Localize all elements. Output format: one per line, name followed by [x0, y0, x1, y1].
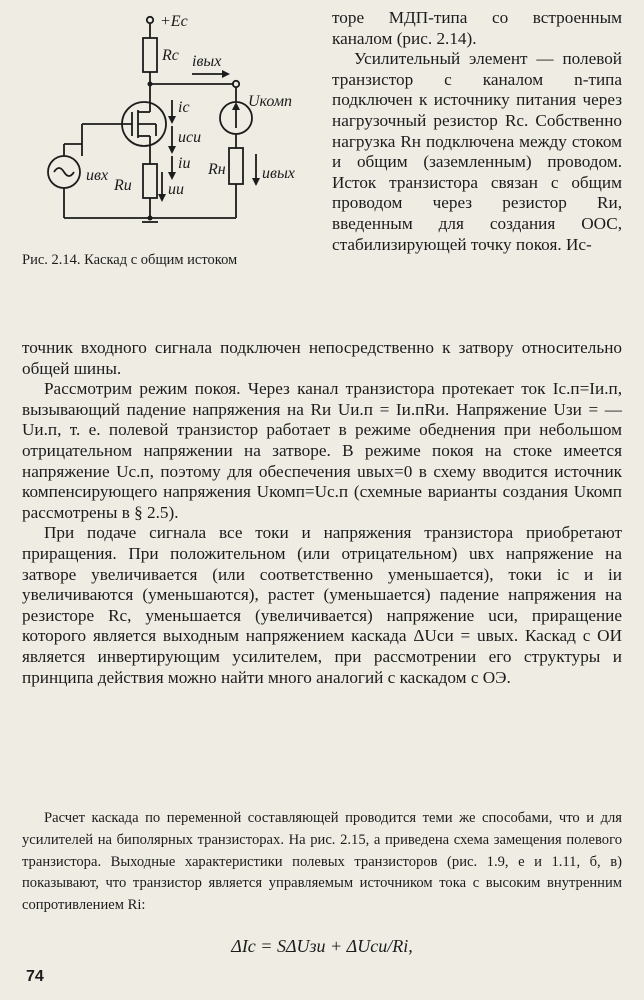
- page-number: 74: [26, 968, 44, 985]
- ui-label: uи: [168, 181, 184, 198]
- paragraph: торе МДП-типа со встроенным каналом (рис. 2.14).: [332, 8, 622, 48]
- resistor-ri: [143, 164, 157, 198]
- figure-caption: Рис. 2.14. Каскад с общим истоком: [22, 252, 238, 268]
- paragraph: Рассмотрим режим покоя. Через канал транзистора протекает ток Iс.п=Iи.п, вызывающий падение напряжения на Rи Uи.п = Iи.пRи. Напряжение Uзи = —Uи.п, т. е. полевой транзистор работает в режиме обеднения при небольшом отрицательном напряжении на затворе. В режиме покоя на стоке имеется напряжение Uс.п, поэтому для обеспечения uвых=0 в схему вводится источник компенсирующего напряжения Uкомп=Uс.п (схемные варианты создания Uкомп рассмотрены в § 2.5).: [22, 379, 622, 522]
- uout-label: uвых: [262, 165, 295, 182]
- ri-label: Rи: [114, 177, 132, 194]
- uin-label: uвх: [86, 167, 109, 184]
- circuit-figure: [22, 8, 322, 240]
- ic-label: ic: [178, 99, 190, 116]
- formula: ΔIc = SΔUзи + ΔUси/Ri,: [231, 936, 413, 956]
- rc-label: Rc: [162, 47, 179, 64]
- ii-label: iи: [178, 155, 191, 172]
- body-text: [22, 338, 622, 688]
- iout-label: iвых: [192, 53, 222, 70]
- paragraph: точник входного сигнала подключен непосредственно к затвору относительно общей шины.: [22, 338, 622, 378]
- resistor-rc: [143, 38, 157, 72]
- paragraph: Усилительный элемент — полевой транзистор с каналом n-типа подключен к источнику питания через нагрузочный резистор Rс. Собственно нагрузка Rн подключена между стоком и общим (заземленным) проводом. Исток транзистора связан с общим проводом через резистор Rи, введенным для создания ООС, стабилизирующей точку покоя. Ис-: [332, 49, 622, 254]
- usi-label: uси: [178, 129, 202, 146]
- right-column-text: [332, 8, 622, 255]
- rn-label: Rн: [208, 161, 226, 178]
- resistor-rn: [229, 148, 243, 184]
- common-source-circuit-diagram: [22, 8, 322, 240]
- ucomp-label: Uкомп: [248, 93, 293, 110]
- supply-label: +Еc: [160, 13, 188, 30]
- paragraph: При подаче сигнала все токи и напряжения транзистора приобретают приращения. При положительном (или отрицательном) uвх напряжение на затворе увеличивается (или соответственно уменьшается), токи iс и iи увеличиваются (уменьшаются), растет (уменьшается) падение напряжения на резисторе Rс, уменьшается (увеличивается) напряжение uси, приращение которого является выходным напряжением каскада ΔUси = uвых. Каскад с ОИ является инвертирующим усилителем, при рассмотрении его структуры и принципа действия можно найти много аналогий с каскадом с ОЭ.: [22, 523, 622, 687]
- paragraph: Расчет каскада по переменной составляющей проводится теми же способами, что и для усилителей на биполярных транзисторах. На рис. 2.15, а приведена схема замещения полевого транзистора. Выходные характеристики полевых транзисторов (рис. 1.9, е и 1.11, б, в) показывают, что транзистор является управляемым источником тока с высоким внутренним сопротивлением Ri:: [22, 810, 622, 914]
- small-print-text: [22, 808, 622, 917]
- supply-terminal: [147, 17, 153, 23]
